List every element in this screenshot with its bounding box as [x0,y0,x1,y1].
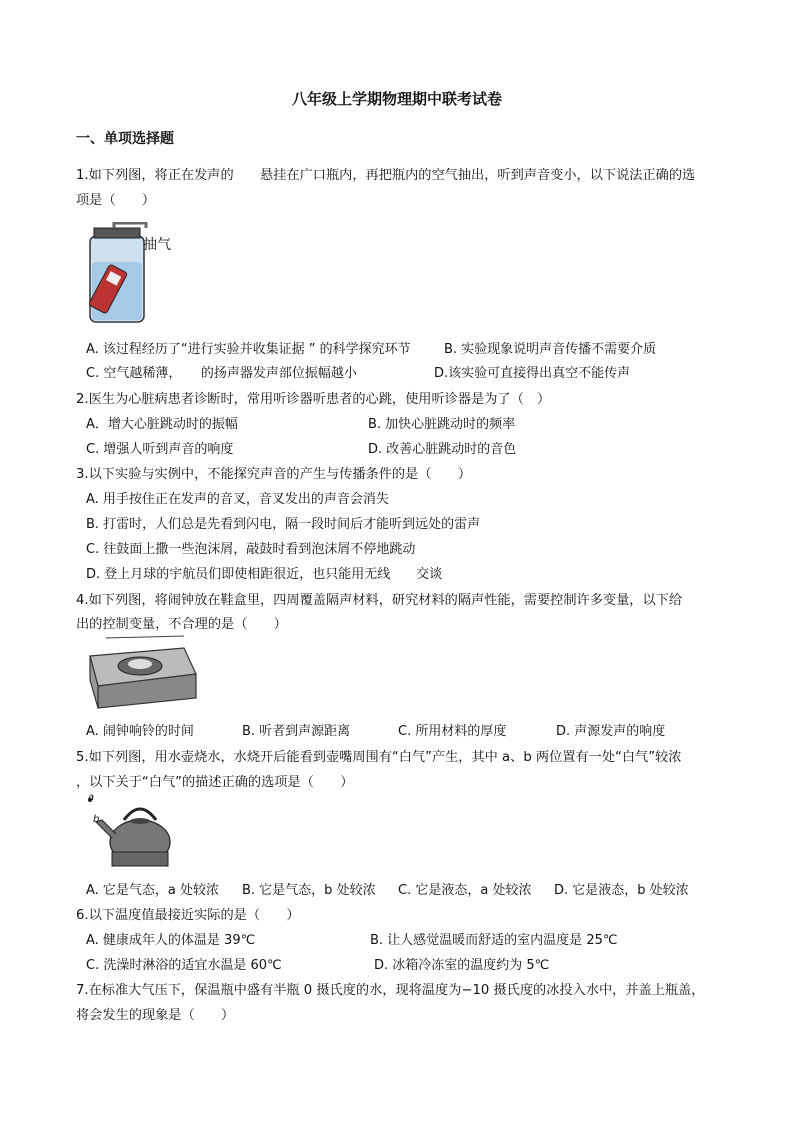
q4-option-d[interactable]: D. 声源发声的响度 [556,724,666,739]
q2-option-c[interactable]: C. 增强人听到声音的响度 [86,442,234,457]
question-5-line-2: ，以下关于“白气”的描述正确的选项是（ ） [76,775,354,790]
q6-option-c[interactable]: C. 洗澡时淋浴的适宜水温是 60℃ [86,958,282,973]
q1-option-a[interactable]: A. 该过程经历了“进行实验并收集证据 ” 的科学探究环节 [86,342,411,357]
q4-option-c[interactable]: C. 所用材料的厚度 [398,724,507,739]
q6-option-b[interactable]: B. 让人感觉温暖而舒适的室内温度是 25℃ [370,933,618,948]
question-7-line-2: 将会发生的现象是（ ） [76,1008,235,1023]
q4-option-b[interactable]: B. 听者到声源距离 [242,724,351,739]
q6-option-a[interactable]: A. 健康成年人的体温是 39℃ [86,933,256,948]
question-6-line-1: 6.以下温度值最接近实际的是（ ） [76,908,300,923]
q6-option-d[interactable]: D. 冰箱冷冻室的温度约为 5℃ [374,958,550,973]
q2-option-b[interactable]: B. 加快心脏跳动时的频率 [368,417,516,432]
label-b: b [93,814,100,825]
bell-jar-phone-figure [84,222,194,324]
shoebox-alarm-figure [84,634,202,710]
question-7-line-1: 7.在标准大气压下，保温瓶中盛有半瓶 0 摄氏度的水，现将温度为−10 摄氏度的冰投入水中，并盖上瓶盖， [76,983,705,998]
q3-option-c[interactable]: C. 往鼓面上撒一些泡沫屑，敲鼓时看到泡沫屑不停地跳动 [86,542,416,557]
question-5-line-1: 5.如下列图，用水壶烧水，水烧开后能看到壶嘴周围有“白气”产生，其中 a、b 两位置有一处“白气”较浓 [76,750,682,765]
page-title: 八年级上学期物理期中联考试卷 [291,90,502,108]
question-1-line-1: 1.如下列图，将正在发声的 悬挂在广口瓶内，再把瓶内的空气抽出，听到声音变小，以下说法正确的选 [76,168,696,183]
kettle-figure [84,794,184,870]
question-3-line-1: 3.以下实验与实例中，不能探究声音的产生与传播条件的是（ ） [76,467,472,482]
q5-option-c[interactable]: C. 它是液态，a 处较浓 [398,883,532,898]
q5-option-b[interactable]: B. 它是气态，b 处较浓 [242,883,376,898]
q1-option-b[interactable]: B. 实验现象说明声音传播不需要介质 [444,342,657,357]
label-a: a [88,792,95,803]
q1-option-d[interactable]: D.该实验可直接得出真空不能传声 [434,366,631,381]
question-1-line-2: 项是（ ） [76,193,156,208]
q2-option-a[interactable]: A．增大心脏跳动时的振幅 [86,417,238,432]
q3-option-d[interactable]: D. 登上月球的宇航员们即使相距很近，也只能用无线 交谈 [86,567,443,582]
q1-option-c[interactable]: C. 空气越稀薄， 的扬声器发声部位振幅越小 [86,366,357,381]
q5-option-a[interactable]: A. 它是气态，a 处较浓 [86,883,220,898]
question-2-line-1: 2.医生为心脏病患者诊断时，常用听诊器听患者的心跳，使用听诊器是为了（ ） [76,392,551,407]
q4-option-a[interactable]: A. 闹钟响铃的时间 [86,724,194,739]
question-4-line-1: 4.如下列图，将闹钟放在鞋盒里，四周覆盖隔声材料，研究材料的隔声性能，需要控制许多变量，以下给 [76,593,683,608]
section-heading: 一、单项选择题 [76,131,174,147]
figure-label-pump: 抽气 [143,237,171,253]
question-4-line-2: 出的控制变量，不合理的是（ ） [76,617,287,632]
q3-option-b[interactable]: B. 打雷时，人们总是先看到闪电，隔一段时间后才能听到远处的雷声 [86,517,481,532]
q3-option-a[interactable]: A. 用手按住正在发声的音叉，音叉发出的声音会消失 [86,492,389,507]
q2-option-d[interactable]: D. 改善心脏跳动时的音色 [368,442,517,457]
q5-option-d[interactable]: D. 它是液态，b 处较浓 [554,883,689,898]
